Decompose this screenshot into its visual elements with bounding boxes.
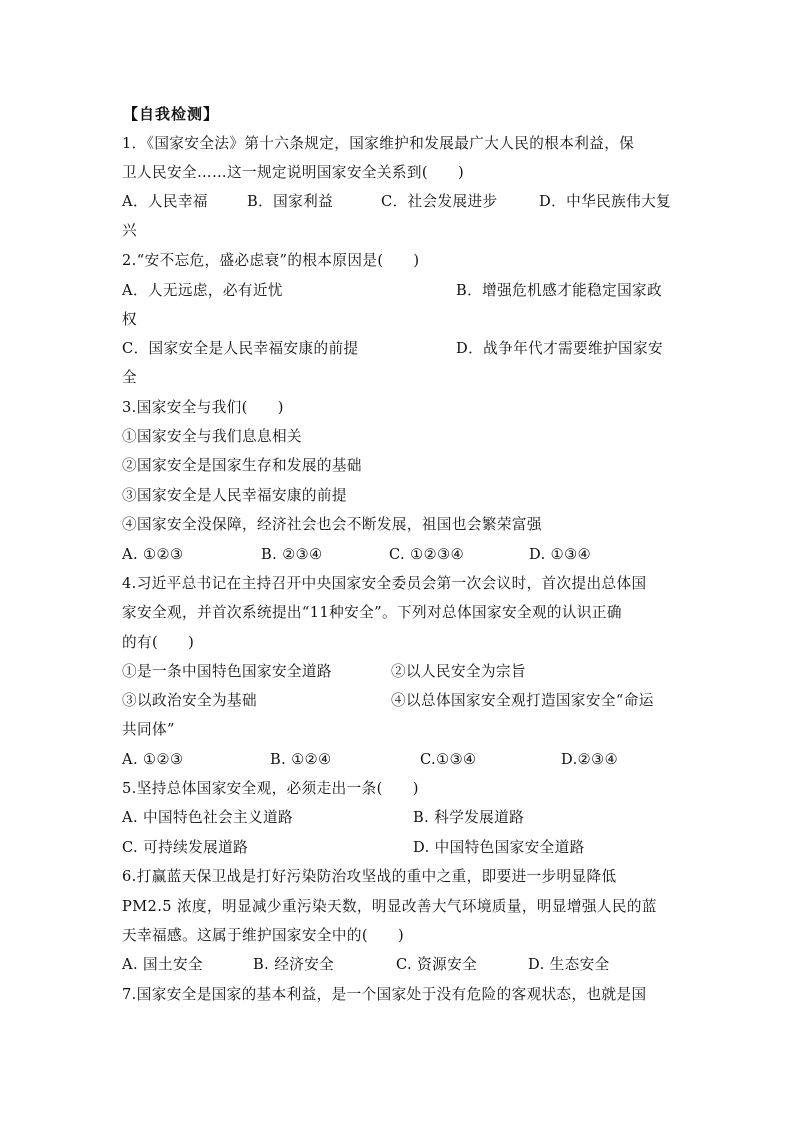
q2-option-d: D．战争年代才需要维护国家安 xyxy=(456,340,664,357)
q3-option-b: B. ②③④ xyxy=(261,546,323,563)
q2-option-a: A．人无远虑，必有近忧 xyxy=(122,282,283,299)
q1-option-d-continued: 兴 xyxy=(122,222,137,239)
q3-option-d: D. ①③④ xyxy=(529,546,592,563)
q4-statement-4: ④以总体国家安全观打造国家安全“命运 xyxy=(391,692,654,709)
q3-statement-1: ①国家安全与我们息息相关 xyxy=(122,428,302,445)
q4-stem-line-2: 家安全观，并首次系统提出“11种安全”。下列对总体国家安全观的认识正确 xyxy=(122,604,622,621)
q6-stem-line-2: PM2.5 浓度，明显减少重污染天数，明显改善大气环境质量，明显增强人民的蓝 xyxy=(122,898,657,915)
q4-option-a: A. ①②③ xyxy=(122,751,184,768)
q2-stem: 2.“安不忘危，盛必虑衰”的根本原因是( ) xyxy=(122,252,420,269)
q7-stem-line-1: 7.国家安全是国家的基本利益，是一个国家处于没有危险的客观状态，也就是国 xyxy=(122,986,647,1003)
q6-option-d: D. 生态安全 xyxy=(528,956,610,973)
q4-stem-line-3: 的有( ) xyxy=(122,634,195,651)
q5-option-d: D. 中国特色国家安全道路 xyxy=(413,839,585,856)
q3-statement-2: ②国家安全是国家生存和发展的基础 xyxy=(122,457,362,474)
q6-option-b: B. 经济安全 xyxy=(253,956,335,973)
q4-statement-4-continued: 共同体” xyxy=(122,721,175,738)
q4-option-d: D.②③④ xyxy=(561,751,619,768)
q1-stem-line-2: 卫人民安全……这一规定说明国家安全关系到( ) xyxy=(122,164,465,181)
q4-stem-line-1: 4.习近平总书记在主持召开中央国家安全委员会第一次会议时，首次提出总体国 xyxy=(122,575,647,592)
q4-option-c: C.①③④ xyxy=(420,751,477,768)
section-title: 【自我检测】 xyxy=(123,105,220,123)
q3-option-a: A. ①②③ xyxy=(122,546,184,563)
q4-statement-3: ③以政治安全为基础 xyxy=(122,692,257,709)
q6-option-a: A. 国土安全 xyxy=(122,956,203,973)
q2-option-b-continued: 权 xyxy=(122,311,137,328)
q5-option-c: C. 可持续发展道路 xyxy=(122,839,249,856)
q2-option-d-continued: 全 xyxy=(122,369,137,386)
q1-option-a: A．人民幸福 xyxy=(122,193,208,210)
q1-option-d: D．中华民族伟大复 xyxy=(539,193,672,210)
q6-stem-line-1: 6.打赢蓝天保卫战是打好污染防治攻坚战的重中之重，即要进一步明显降低 xyxy=(122,868,617,885)
q4-statement-1: ①是一条中国特色国家安全道路 xyxy=(122,663,332,680)
q4-statement-2: ②以人民安全为宗旨 xyxy=(391,663,526,680)
q1-option-c: C．社会发展进步 xyxy=(381,193,498,210)
q1-option-b: B．国家利益 xyxy=(247,193,334,210)
q2-option-c: C．国家安全是人民幸福安康的前提 xyxy=(122,340,359,357)
q1-stem-line-1: 1．《国家安全法》第十六条规定，国家维护和发展最广大人民的根本利益，保 xyxy=(122,135,635,152)
q3-statement-3: ③国家安全是人民幸福安康的前提 xyxy=(122,487,347,504)
q6-option-c: C. 资源安全 xyxy=(396,956,478,973)
q3-option-c: C. ①②③④ xyxy=(389,546,465,563)
q3-stem: 3.国家安全与我们( ) xyxy=(122,399,284,416)
q5-stem: 5.坚持总体国家安全观，必须走出一条( ) xyxy=(122,780,419,797)
q2-option-b: B．增强危机感才能稳定国家政 xyxy=(456,282,663,299)
q3-statement-4: ④国家安全没保障，经济社会也会不断发展，祖国也会繁荣富强 xyxy=(122,516,542,533)
q5-option-a: A. 中国特色社会主义道路 xyxy=(122,809,293,826)
q4-option-b: B. ①②④ xyxy=(270,751,332,768)
q5-option-b: B. 科学发展道路 xyxy=(413,809,525,826)
q6-stem-line-3: 天幸福感。这属于维护国家安全中的( ) xyxy=(122,927,405,944)
